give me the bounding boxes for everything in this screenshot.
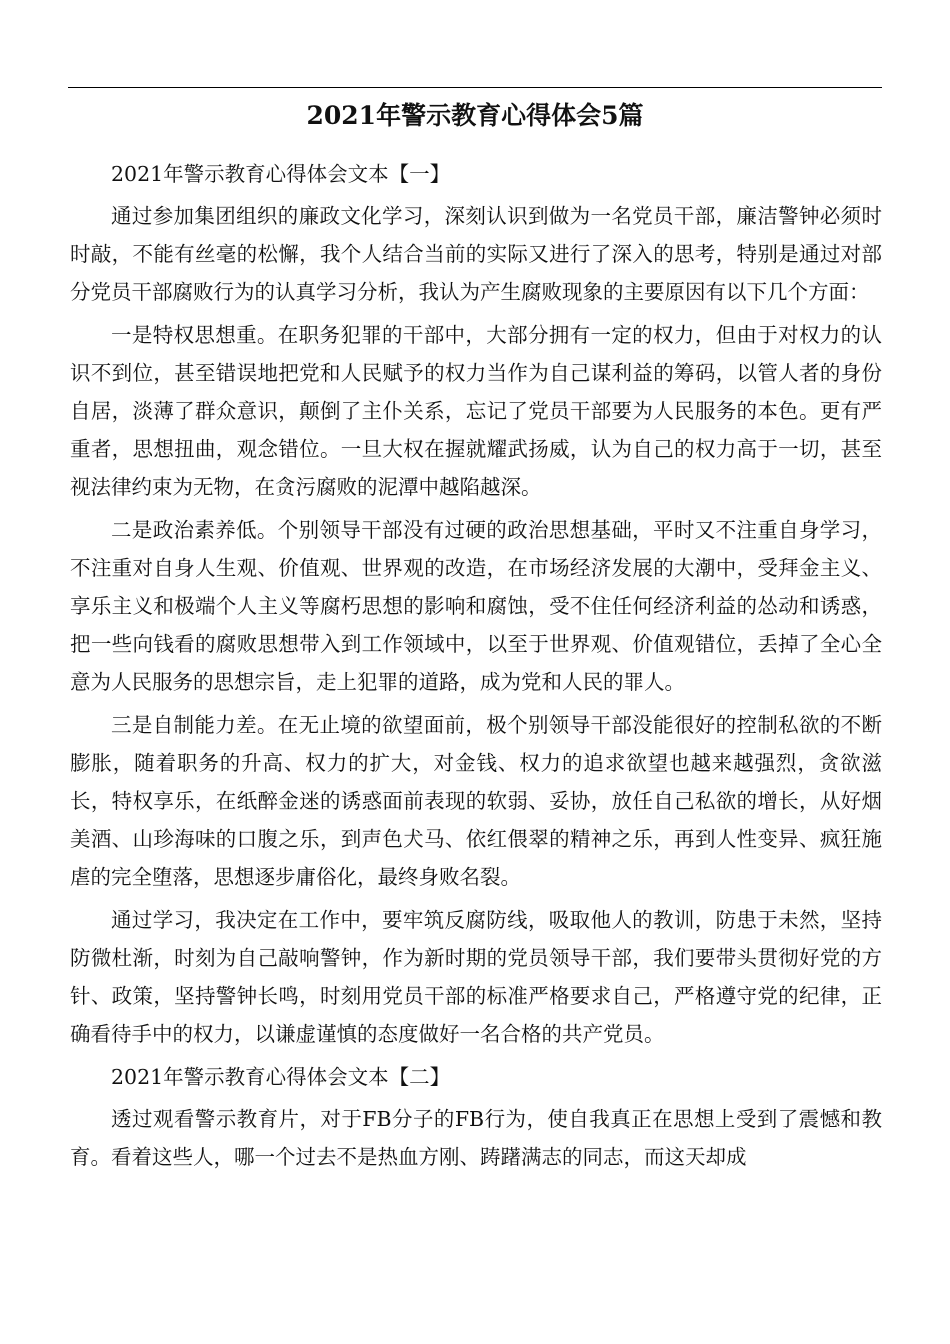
body-paragraph-5: 通过学习，我决定在工作中，要牢筑反腐防线，吸取他人的教训，防患于未然，坚持防微杜渐，时刻为自己敲响警钟，作为新时期的党员领导干部，我们要带头贯彻好党的方针、政策，坚持警钟长鸣，时刻用党员干部的标准严格要求自己，严格遵守党的纪律，正确看待手中的权力，以谦虚谨慎的态度做好一名合格的共产党员。 xyxy=(70,908,882,1046)
body-paragraph-1: 通过参加集团组织的廉政文化学习，深刻认识到做为一名党员干部，廉洁警钟必须时时敲，不能有丝毫的松懈，我个人结合当前的实际又进行了深入的思考，特别是通过对部分党员干部腐败行为的认真学习分析，我认为产生腐败现象的主要原因有以下几个方面： xyxy=(70,204,882,304)
body-paragraph-6: 透过观看警示教育片，对于FB分子的FB行为，使自我真正在思想上受到了震憾和教育。看着这些人，哪一个过去不是热血方刚、踌躇满志的同志，而这天却成 xyxy=(70,1107,882,1169)
header-rule xyxy=(68,87,882,88)
section-heading-1: 2021年警示教育心得体会文本【一】 xyxy=(111,162,451,186)
document-body xyxy=(70,155,882,1181)
body-paragraph-3: 二是政治素养低。个别领导干部没有过硬的政治思想基础，平时又不注重自身学习，不注重对自身人生观、价值观、世界观的改造，在市场经济发展的大潮中，受拜金主义、享乐主义和极端个人主义等腐朽思想的影响和腐蚀，受不住任何经济利益的怂动和诱惑，把一些向钱看的腐败思想带入到工作领域中，以至于世界观、价值观错位，丢掉了全心全意为人民服务的思想宗旨，走上犯罪的道路，成为党和人民的罪人。 xyxy=(70,518,882,694)
section-heading-2: 2021年警示教育心得体会文本【二】 xyxy=(111,1065,451,1089)
body-paragraph-4: 三是自制能力差。在无止境的欲望面前，极个别领导干部没能很好的控制私欲的不断膨胀，随着职务的升高、权力的扩大，对金钱、权力的追求欲望也越来越强烈，贪欲滋长，特权享乐，在纸醉金迷的诱惑面前表现的软弱、妥协，放任自己私欲的增长，从好烟美酒、山珍海味的口腹之乐，到声色犬马、依红偎翠的精神之乐，再到人性变异、疯狂施虐的完全堕落，思想逐步庸俗化，最终身败名裂。 xyxy=(70,713,882,889)
document-title: 2021年警示教育心得体会5篇 xyxy=(306,101,644,130)
body-paragraph-2: 一是特权思想重。在职务犯罪的干部中，大部分拥有一定的权力，但由于对权力的认识不到位，甚至错误地把党和人民赋予的权力当作为自己谋利益的筹码，以管人者的身份自居，淡薄了群众意识，颠倒了主仆关系，忘记了党员干部要为人民服务的本色。更有严重者，思想扭曲，观念错位。一旦大权在握就耀武扬威，认为自己的权力高于一切，甚至视法律约束为无物，在贪污腐败的泥潭中越陷越深。 xyxy=(70,323,882,499)
